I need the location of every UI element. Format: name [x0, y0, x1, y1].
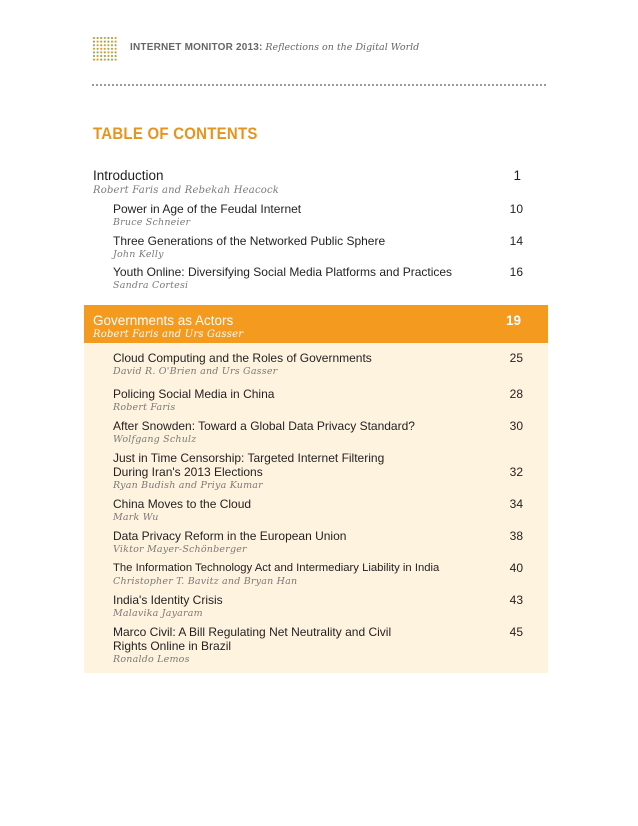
toc-entry[interactable] — [113, 529, 523, 556]
page-title: TABLE OF CONTENTS — [93, 124, 258, 143]
section-page-introduction[interactable]: 1 — [513, 168, 521, 183]
entry-title: Power in Age of the Feudal Internet — [113, 202, 302, 216]
entry-title-line-2: Rights Online in Brazil — [113, 639, 232, 653]
entry-title: Policing Social Media in China — [113, 387, 275, 401]
entry-author: Bruce Schneier — [113, 217, 191, 228]
entry-title: India's Identity Crisis — [113, 593, 223, 607]
entry-page[interactable]: 34 — [509, 497, 523, 511]
entry-title-line-1: Marco Civil: A Bill Regulating Net Neutrality and Civil — [113, 625, 392, 639]
toc-entry[interactable] — [113, 497, 523, 524]
entry-title: The Information Technology Act and Intermediary Liability in India — [113, 562, 440, 574]
entry-page[interactable]: 16 — [509, 265, 523, 279]
running-header — [130, 42, 419, 53]
section-title-governments[interactable]: Governments as Actors — [93, 313, 234, 328]
entry-page[interactable]: 38 — [509, 529, 523, 543]
toc-entry[interactable] — [113, 625, 523, 666]
entry-title-line-1: Just in Time Censorship: Targeted Internet Filtering — [113, 451, 385, 465]
entry-author: Ryan Budish and Priya Kumar — [113, 480, 263, 491]
toc-entry[interactable] — [113, 265, 523, 292]
entry-title: Data Privacy Reform in the European Union — [113, 529, 347, 543]
entry-title: Cloud Computing and the Roles of Governments — [113, 351, 372, 365]
entry-author: Mark Wu — [113, 512, 159, 523]
dot-grid-logo-icon — [92, 36, 118, 62]
entry-author: Christopher T. Bavitz and Bryan Han — [113, 576, 298, 587]
section-title-introduction[interactable]: Introduction — [93, 168, 164, 183]
entry-page[interactable]: 40 — [509, 561, 523, 575]
entry-page[interactable]: 43 — [509, 593, 523, 607]
toc-entry[interactable] — [113, 234, 523, 261]
toc-entry[interactable] — [113, 419, 523, 446]
toc-entry[interactable] — [113, 351, 523, 378]
header-brand: INTERNET MONITOR 2013: — [130, 42, 263, 53]
entry-author: Sandra Cortesi — [113, 280, 189, 291]
entry-author: John Kelly — [113, 249, 164, 260]
entry-title: After Snowden: Toward a Global Data Privacy Standard? — [113, 419, 415, 433]
entry-author: Robert Faris — [113, 402, 176, 413]
entry-author: David R. O'Brien and Urs Gasser — [113, 366, 278, 377]
entry-author: Wolfgang Schulz — [113, 434, 197, 445]
entry-author: Ronaldo Lemos — [113, 654, 190, 665]
dotted-divider — [92, 84, 546, 86]
entry-page[interactable]: 25 — [509, 351, 523, 365]
section-author-introduction: Robert Faris and Rebekah Heacock — [93, 185, 280, 196]
toc-entry[interactable] — [113, 202, 523, 229]
entry-page[interactable]: 28 — [509, 387, 523, 401]
entry-title: China Moves to the Cloud — [113, 497, 252, 511]
entry-page[interactable]: 10 — [509, 202, 523, 216]
entry-author: Viktor Mayer-Schönberger — [113, 544, 247, 555]
toc-entry[interactable] — [113, 561, 523, 588]
header-subtitle: Reflections on the Digital World — [265, 42, 420, 53]
entry-page[interactable]: 45 — [509, 625, 523, 639]
toc-entry[interactable] — [113, 593, 523, 620]
entry-title-line-2: During Iran's 2013 Elections — [113, 465, 263, 479]
section-page-governments[interactable]: 19 — [505, 313, 521, 328]
toc-entry[interactable] — [113, 387, 523, 414]
entry-title: Youth Online: Diversifying Social Media Platforms and Practices — [113, 265, 453, 279]
section-author-governments: Robert Faris and Urs Gasser — [93, 329, 244, 340]
entry-page[interactable]: 32 — [509, 465, 523, 479]
entry-author: Malavika Jayaram — [113, 608, 203, 619]
entry-page[interactable]: 30 — [509, 419, 523, 433]
toc-entry[interactable] — [113, 451, 523, 492]
entry-title: Three Generations of the Networked Public Sphere — [113, 234, 386, 248]
entry-page[interactable]: 14 — [509, 234, 523, 248]
